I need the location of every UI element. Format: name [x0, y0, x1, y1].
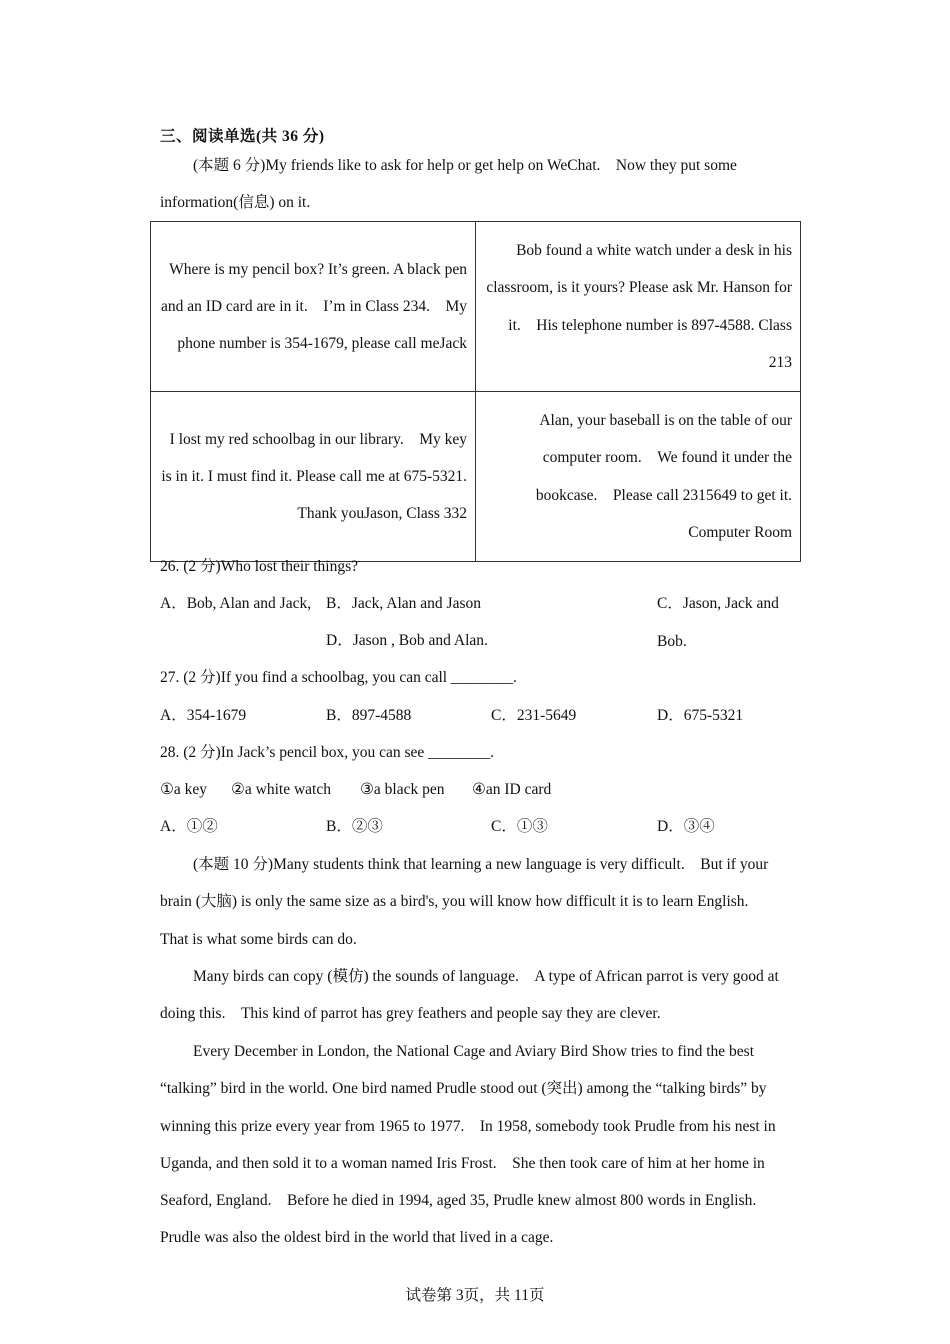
- question-26-stem: 26. (2 分)Who lost their things?: [160, 558, 359, 575]
- question-26-option-c[interactable]: C．Jason, Jack and Bob.: [657, 595, 779, 650]
- question-28-item-1: ①a key: [160, 781, 208, 798]
- question-26-option-b[interactable]: B．Jack, Alan and Jason: [326, 595, 481, 612]
- passage2-paragraph-1: (本题 10 分)Many students think that learning a new language is very difficult. But if your brain (大脑) is only the same size as a bird's, you will know how difficult it is to learn English. That is what some birds can do.: [160, 856, 769, 948]
- question-27-option-b[interactable]: B．897-4588: [326, 707, 412, 724]
- question-27-option-a[interactable]: A．354-1679: [160, 707, 247, 724]
- question-28-option-d[interactable]: D．③④: [657, 818, 715, 835]
- passage2-paragraph-3: Every December in London, the National Cage and Aviary Bird Show tries to find the best “talking” bird in the world. One bird named Prudle stood out (突出) among the “talking birds” by winning this prize every year from 1965 to 1977. In 1958, somebody took Prudle from his nest in Uganda, and then sold it to a woman named Iris Frost. She then took care of him at her home in Seaford, England. Before he died in 1994, aged 35, Prudle knew almost 800 words in English. Prudle was also the oldest bird in the world that lived in a cage.: [160, 1043, 776, 1247]
- question-28-option-c[interactable]: C．①③: [491, 818, 548, 835]
- question-27-option-d[interactable]: D．675-5321: [657, 707, 744, 724]
- passage2-paragraph-2: Many birds can copy (模仿) the sounds of language. A type of African parrot is very good at doing this. This kind of parrot has grey feathers and people say they are clever.: [160, 968, 779, 1023]
- page-footer: 试卷第 3页，共 11页: [405, 1287, 545, 1304]
- note-alan: Alan, your baseball is on the table of our computer room. We found it under the bookcase. Please call 2315649 to get it. Computer Room: [476, 392, 801, 562]
- note-bob: Bob found a white watch under a desk in his classroom, is it yours? Please ask Mr. Hanson for it. His telephone number is 897-4588. Class 213: [476, 222, 801, 392]
- question-28-item-3: ③a black pen: [360, 781, 445, 798]
- question-28-option-a[interactable]: A．①②: [160, 818, 218, 835]
- note-jack: Where is my pencil box? It’s green. A black pen and an ID card are in it. I’m in Class 234. My phone number is 354-1679, please call meJack: [151, 222, 476, 392]
- question-26-option-d[interactable]: D．Jason , Bob and Alan.: [326, 632, 488, 649]
- question-28-option-b[interactable]: B．②③: [326, 818, 383, 835]
- question-28-item-2: ②a white watch: [231, 781, 331, 798]
- section-title: 三、阅读单选(共 36 分): [160, 128, 325, 145]
- question-27-stem: 27. (2 分)If you find a schoolbag, you can call ________.: [160, 669, 517, 686]
- question-28-item-4: ④an ID card: [472, 781, 552, 798]
- notes-table: [150, 221, 801, 562]
- note-jason: I lost my red schoolbag in our library. My key is in it. I must find it. Please call me at 675-5321. Thank youJason, Class 332: [151, 392, 476, 562]
- question-27-option-c[interactable]: C．231-5649: [491, 707, 577, 724]
- question-28-stem: 28. (2 分)In Jack’s pencil box, you can see ________.: [160, 744, 495, 761]
- passage1-intro: (本题 6 分)My friends like to ask for help or get help on WeChat. Now they put some information(信息) on it.: [160, 157, 737, 212]
- question-26-option-a[interactable]: A．Bob, Alan and Jack,: [160, 595, 312, 612]
